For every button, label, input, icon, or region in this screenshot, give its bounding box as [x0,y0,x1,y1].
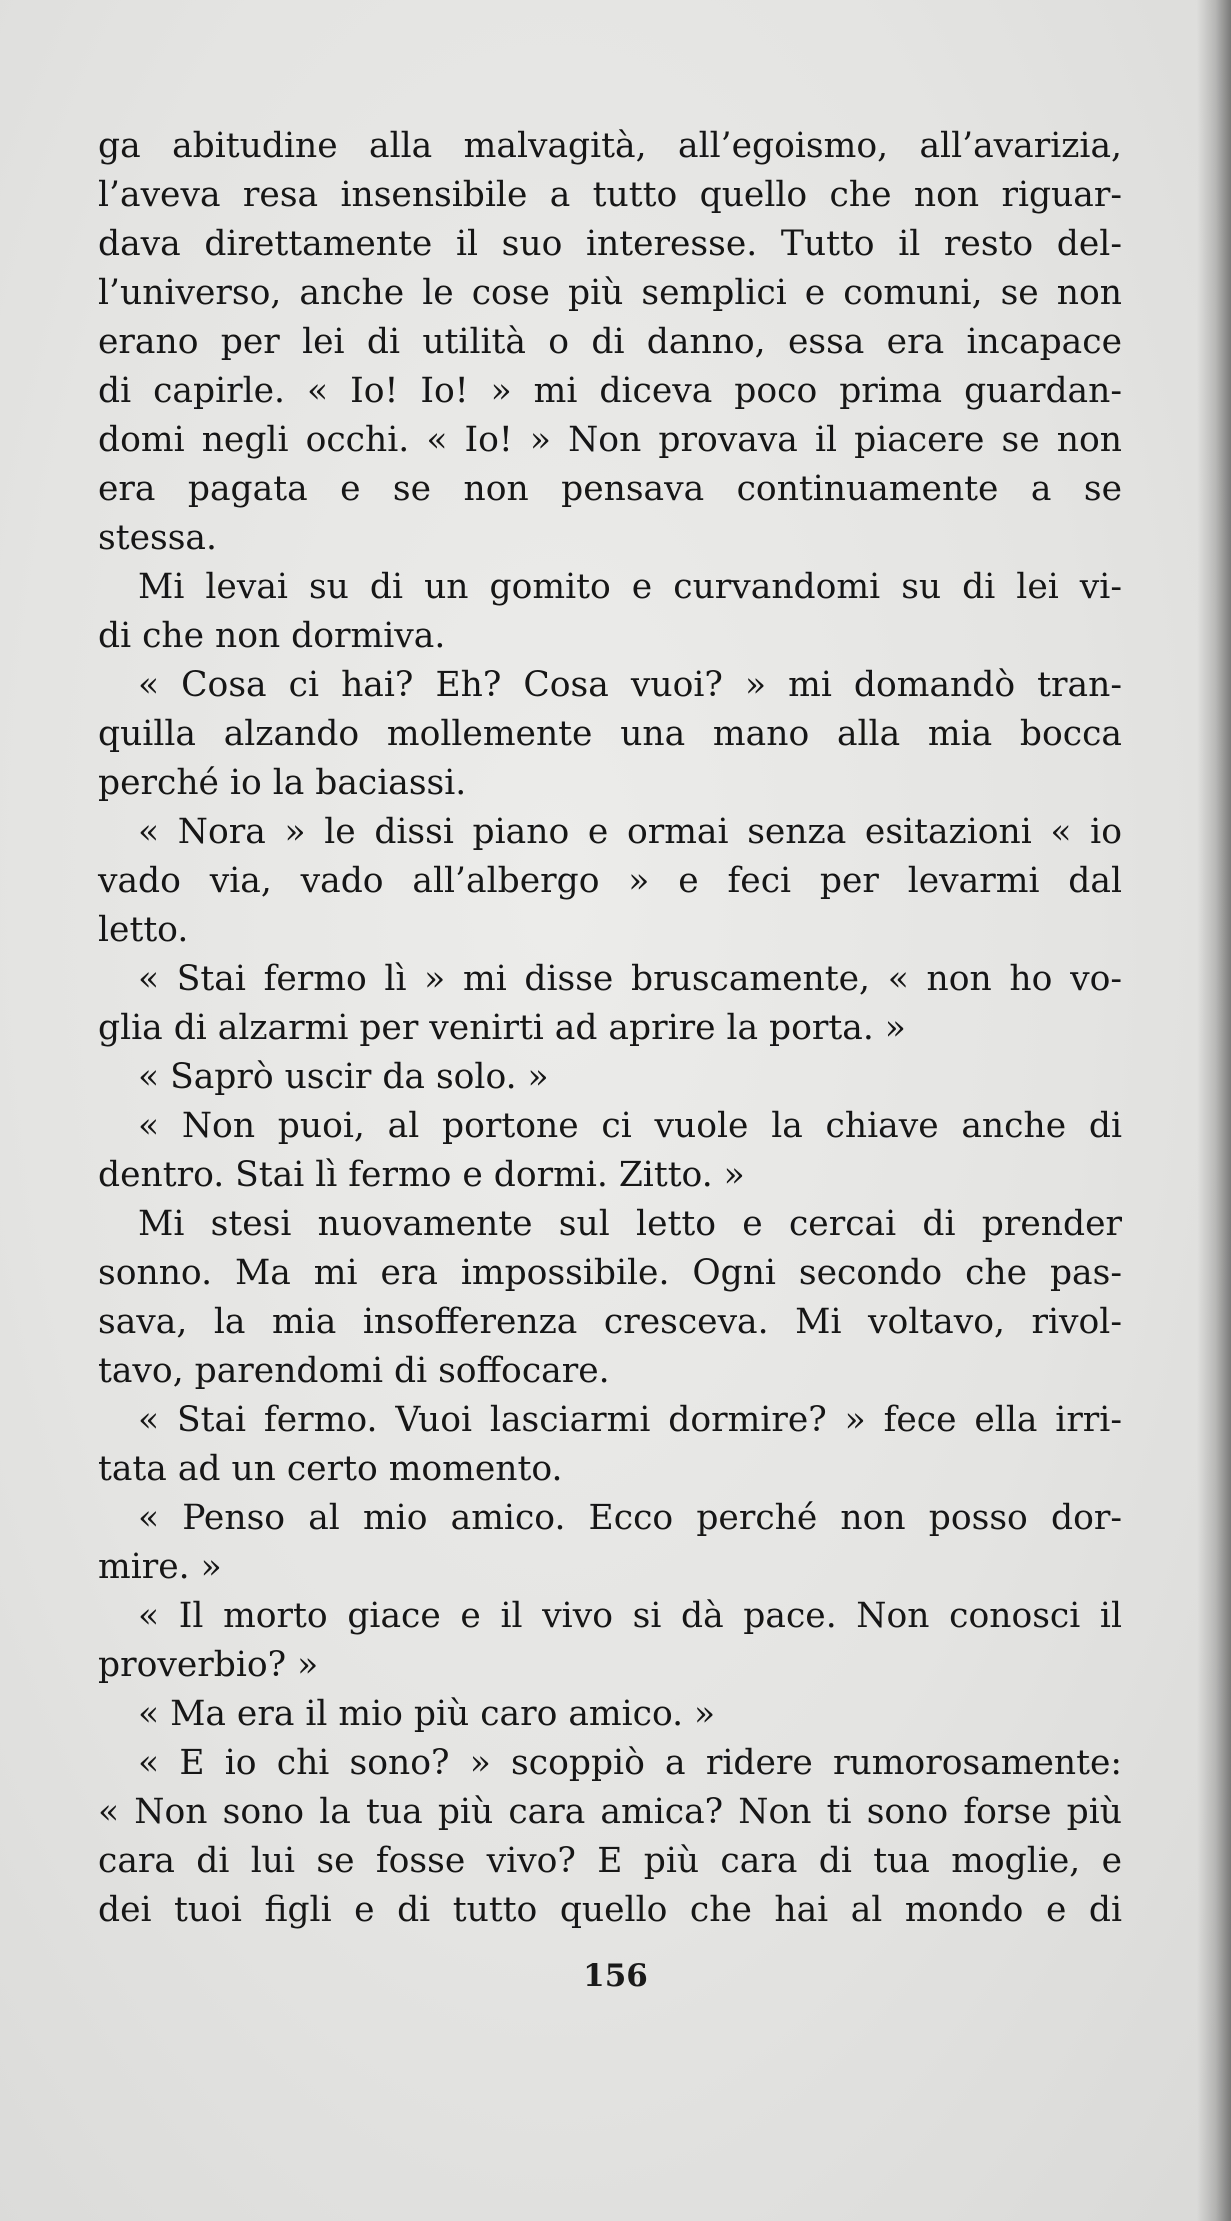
text-line: cara di lui se fosse vivo? E più cara di tua moglie, e [98,1841,1122,1881]
text-line: ga abitudine alla malvagità, all’egoismo, all’avarizia, [98,126,1122,166]
text-line: « Saprò uscir da solo. » [138,1057,549,1097]
text-line: di capirle. « Io! Io! » mi diceva poco prima guardan- [98,371,1122,411]
text-line: Mi levai su di un gomito e curvandomi su di lei vi- [138,567,1122,607]
text-line: dava direttamente il suo interesse. Tutto il resto del- [98,224,1122,264]
page-edge-shadow [1197,0,1231,2221]
text-line: vado via, vado all’albergo » e feci per levarmi dal [98,861,1122,901]
text-line: tata ad un certo momento. [98,1449,563,1489]
text-line: dentro. Stai lì fermo e dormi. Zitto. » [98,1155,745,1195]
text-line: « Il morto giace e il vivo si dà pace. Non conosci il [138,1596,1122,1636]
text-line: l’universo, anche le cose più semplici e comuni, se non [98,273,1122,313]
text-line: « Non sono la tua più cara amica? Non ti sono forse più [98,1792,1122,1832]
text-line: « Nora » le dissi piano e ormai senza esitazioni « io [138,812,1122,852]
text-line: « Cosa ci hai? Eh? Cosa vuoi? » mi domandò tran- [138,665,1122,705]
text-line: mire. » [98,1547,222,1587]
text-line: perché io la baciassi. [98,763,467,803]
text-line: « Penso al mio amico. Ecco perché non posso dor- [138,1498,1122,1538]
text-line: glia di alzarmi per venirti ad aprire la porta. » [98,1008,906,1048]
text-line: sava, la mia insofferenza cresceva. Mi voltavo, rivol- [98,1302,1122,1342]
text-line: erano per lei di utilità o di danno, essa era incapace [98,322,1122,362]
text-line: « Non puoi, al portone ci vuole la chiave anche di [138,1106,1122,1146]
page-number: 156 [583,1958,648,1994]
text-line: domi negli occhi. « Io! » Non provava il piacere se non [98,420,1122,460]
text-line: « Stai fermo. Vuoi lasciarmi dormire? » fece ella irri- [138,1400,1122,1440]
text-line: sonno. Ma mi era impossibile. Ogni secondo che pas- [98,1253,1122,1293]
text-line: era pagata e se non pensava continuamente a se [98,469,1122,509]
body-text [98,122,1122,1935]
text-line: di che non dormiva. [98,616,446,656]
text-line: letto. [98,910,189,950]
text-line: Mi stesi nuovamente sul letto e cercai di prender [138,1204,1122,1244]
text-line: stessa. [98,518,217,558]
text-line: tavo, parendomi di soffocare. [98,1351,610,1391]
text-line: dei tuoi figli e di tutto quello che hai al mondo e di [98,1890,1122,1930]
text-line: « Stai fermo lì » mi disse bruscamente, « non ho vo- [138,959,1122,999]
text-line: proverbio? » [98,1645,319,1685]
text-line: quilla alzando mollemente una mano alla mia bocca [98,714,1122,754]
text-line: « Ma era il mio più caro amico. » [138,1694,716,1734]
text-line: l’aveva resa insensibile a tutto quello che non riguar- [98,175,1122,215]
text-line: « E io chi sono? » scoppiò a ridere rumorosamente: [138,1743,1122,1783]
